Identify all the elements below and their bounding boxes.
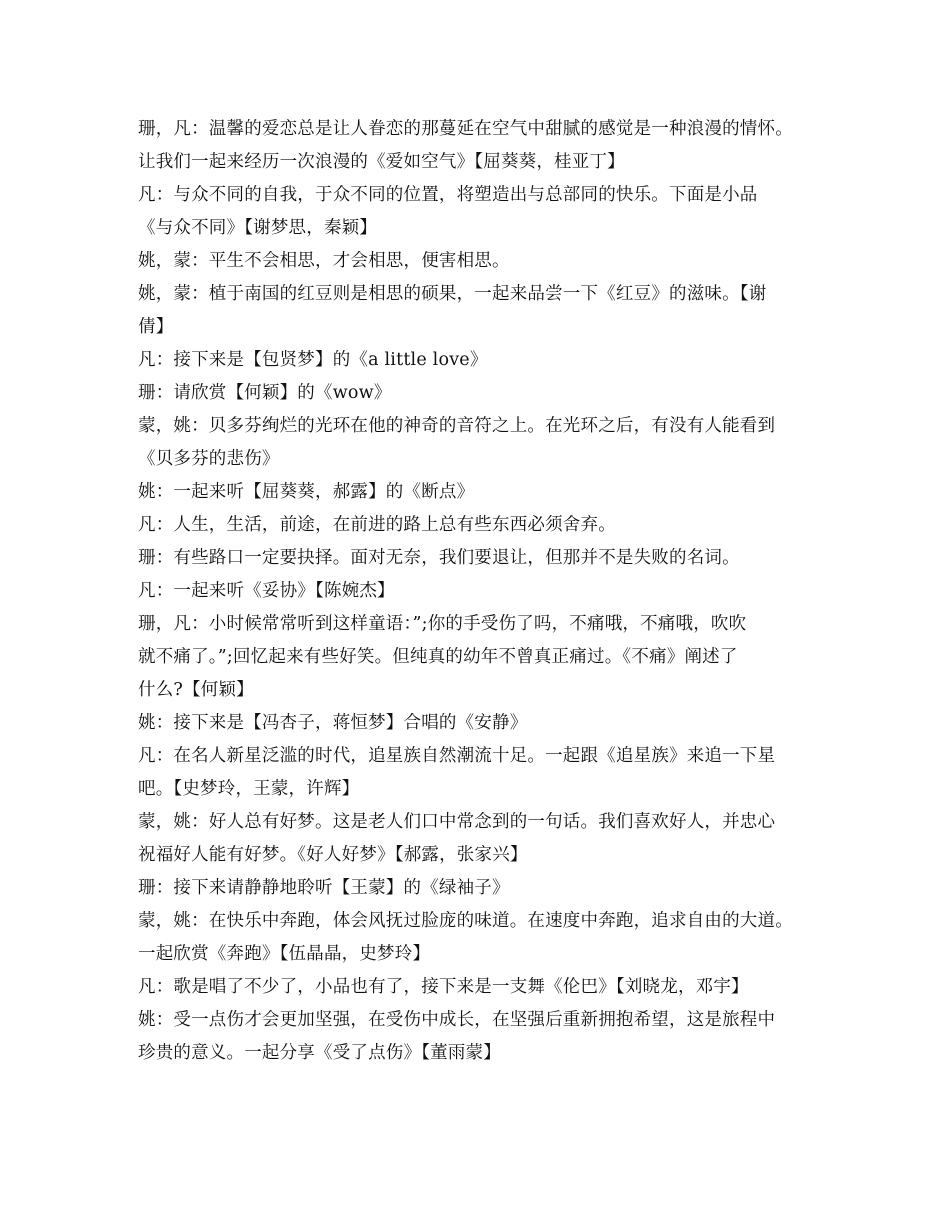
text-line: 珊：请欣赏【何颖】的《wow》 — [138, 383, 392, 403]
text-line: 凡：接下来是【包贤梦】的《a little love》 — [138, 350, 488, 370]
text-line: 凡：一起来听《妥协》【陈婉杰】 — [138, 581, 395, 601]
text-line: 就不痛了。”;回忆起来有些好笑。但纯真的幼年不曾真正痛过。《不痛》阐述了 — [138, 647, 738, 667]
text-line: 姚：接下来是【冯杏子，蒋恒梦】合唱的《安静》 — [138, 713, 528, 733]
text-line: 蒙，姚：在快乐中奔跑，体会风抚过脸庞的味道。在速度中奔跑，追求自由的大道。 — [138, 911, 793, 931]
text-line: 姚：一起来听【屈葵葵，郝露】的《断点》 — [138, 482, 475, 502]
text-line: 吧。【史梦玲，王蒙，许辉】 — [138, 779, 360, 799]
text-line: 蒙，姚：贝多芬绚烂的光环在他的神奇的音符之上。在光环之后，有没有人能看到 — [138, 416, 776, 436]
text-line: 凡：在名人新星泛滥的时代，追星族自然潮流十足。一起跟《追星族》来追一下星 — [138, 746, 776, 766]
script-text-body — [138, 113, 828, 1070]
text-line: 让我们一起来经历一次浪漫的《爱如空气》【屈葵葵，桂亚丁】 — [138, 152, 625, 172]
text-line: 《与众不同》【谢梦思，秦颖】 — [138, 218, 378, 238]
text-line: 蒙，姚：好人总有好梦。这是老人们口中常念到的一句话。我们喜欢好人，并忠心 — [138, 812, 776, 832]
text-line: 凡：人生，生活，前途，在前进的路上总有些东西必须舍弃。 — [138, 515, 616, 535]
text-line: 珊，凡：温馨的爱恋总是让人眷恋的那蔓延在空气中甜腻的感觉是一种浪漫的情怀。 — [138, 119, 793, 139]
text-line: 姚，蒙：植于南国的红豆则是相思的硕果，一起来品尝一下《红豆》的滋味。【谢 — [138, 284, 767, 304]
text-line: 凡：与众不同的自我，于众不同的位置，将塑造出与总部同的快乐。下面是小品 — [138, 185, 758, 205]
text-line: 珊：接下来请静静地聆听【王蒙】的《绿袖子》 — [138, 878, 510, 898]
text-line: 什么?【何颖】 — [138, 680, 254, 700]
text-line: 珍贵的意义。一起分享《受了点伤》【董雨蒙】 — [138, 1043, 501, 1063]
text-line: 珊，凡：小时候常常听到这样童语：”;你的手受伤了吗，不痛哦，不痛哦，吹吹 — [138, 614, 747, 634]
text-line: 姚，蒙：平生不会相思，才会相思，便害相思。 — [138, 251, 510, 271]
text-line: 祝福好人能有好梦。《好人好梦》【郝露，张家兴】 — [138, 845, 528, 865]
text-line: 凡：歌是唱了不少了，小品也有了，接下来是一支舞《伦巴》【刘晓龙，邓宇】 — [138, 977, 749, 997]
text-line: 倩】 — [138, 317, 174, 337]
text-line: 《贝多芬的悲伤》 — [138, 449, 280, 469]
text-line: 珊：有些路口一定要抉择。面对无奈，我们要退让，但那并不是失败的名词。 — [138, 548, 740, 568]
text-line: 姚：受一点伤才会更加坚强，在受伤中成长，在坚强后重新拥抱希望，这是旅程中 — [138, 1010, 776, 1030]
text-line: 一起欣赏《奔跑》【伍晶晶，史梦玲】 — [138, 944, 431, 964]
